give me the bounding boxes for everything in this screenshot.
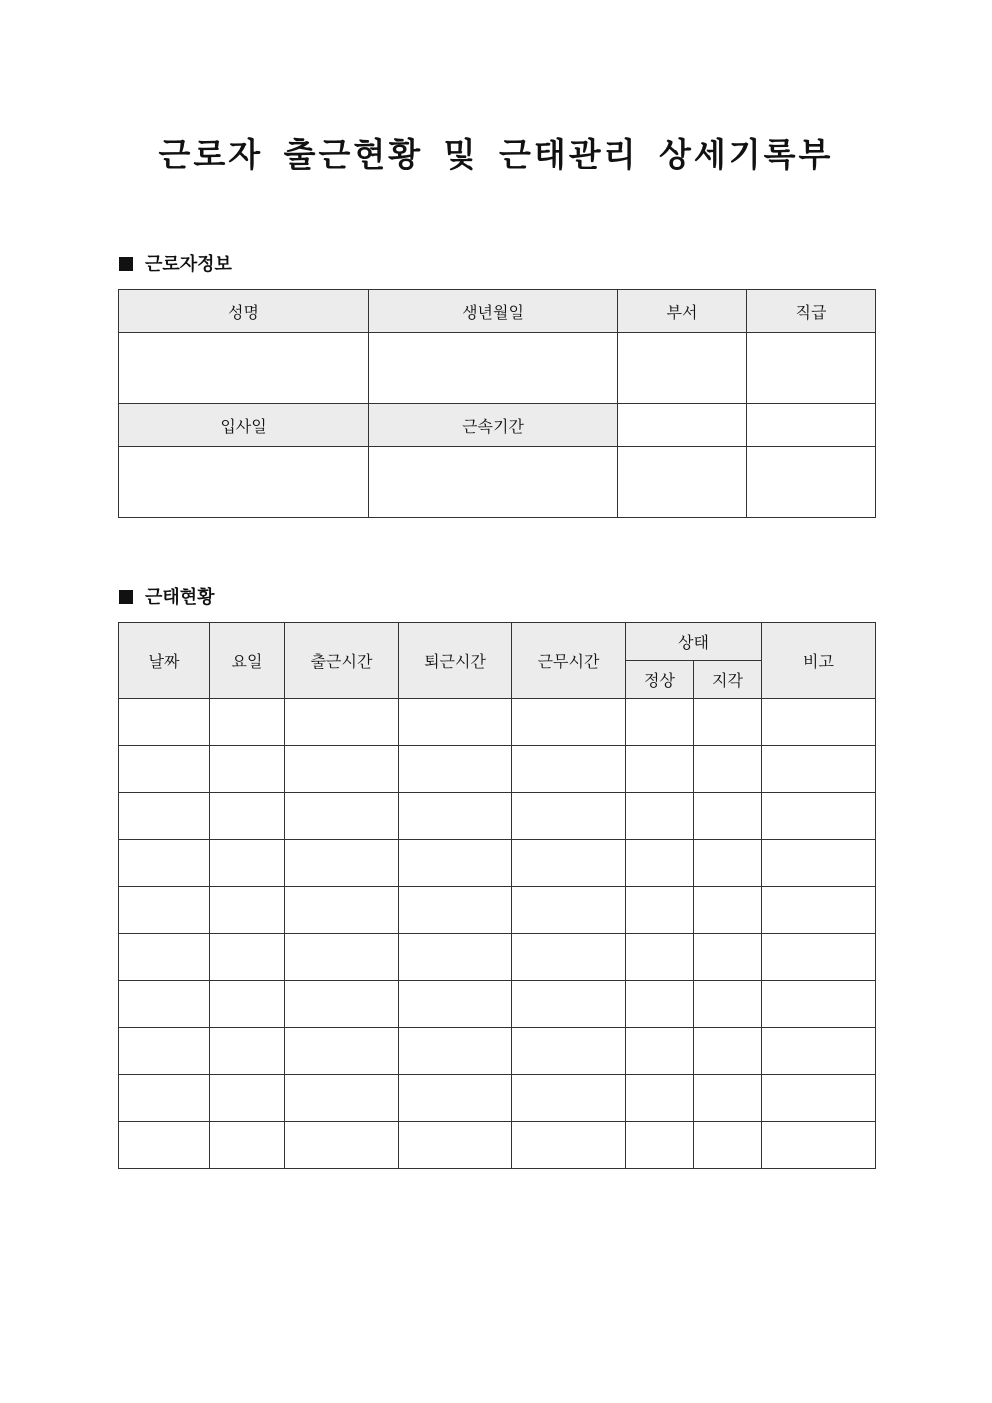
date-cell[interactable] bbox=[119, 793, 210, 840]
position-field[interactable] bbox=[747, 333, 876, 404]
table-row bbox=[119, 934, 876, 981]
blank-cell[interactable] bbox=[747, 404, 876, 447]
clock-out-cell[interactable] bbox=[399, 793, 512, 840]
clock-in-cell[interactable] bbox=[285, 1028, 399, 1075]
work-hours-cell[interactable] bbox=[512, 1028, 626, 1075]
remarks-cell[interactable] bbox=[762, 1075, 876, 1122]
work-hours-cell[interactable] bbox=[512, 746, 626, 793]
remarks-cell[interactable] bbox=[762, 793, 876, 840]
attendance-header-row bbox=[119, 623, 876, 661]
weekday-cell[interactable] bbox=[210, 887, 285, 934]
status-late-header: 지각 bbox=[694, 661, 762, 699]
worker-value-row-2 bbox=[119, 447, 876, 518]
square-bullet-icon bbox=[119, 257, 133, 271]
hire-date-header: 입사일 bbox=[119, 404, 369, 447]
clock-out-cell[interactable] bbox=[399, 1028, 512, 1075]
attendance-heading-label: 근태현황 bbox=[145, 587, 215, 608]
weekday-cell[interactable] bbox=[210, 746, 285, 793]
blank-cell[interactable] bbox=[618, 404, 747, 447]
weekday-cell[interactable] bbox=[210, 934, 285, 981]
status-late-cell[interactable] bbox=[694, 746, 762, 793]
status-header: 상태 bbox=[626, 623, 762, 661]
remarks-cell[interactable] bbox=[762, 887, 876, 934]
status-normal-cell[interactable] bbox=[626, 746, 694, 793]
attendance-body bbox=[119, 699, 876, 1169]
clock-out-cell[interactable] bbox=[399, 981, 512, 1028]
worker-header-row-2 bbox=[119, 404, 876, 447]
remarks-cell[interactable] bbox=[762, 981, 876, 1028]
tenure-field[interactable] bbox=[369, 447, 618, 518]
clock-in-cell[interactable] bbox=[285, 746, 399, 793]
work-hours-header: 근무시간 bbox=[512, 623, 626, 699]
status-late-cell[interactable] bbox=[694, 1075, 762, 1122]
blank-cell[interactable] bbox=[618, 447, 747, 518]
status-late-cell[interactable] bbox=[694, 934, 762, 981]
date-cell[interactable] bbox=[119, 1075, 210, 1122]
table-row bbox=[119, 699, 876, 746]
remarks-cell[interactable] bbox=[762, 840, 876, 887]
table-row bbox=[119, 840, 876, 887]
worker-value-row bbox=[119, 333, 876, 404]
status-normal-cell[interactable] bbox=[626, 699, 694, 746]
date-cell[interactable] bbox=[119, 1122, 210, 1169]
table-row bbox=[119, 1028, 876, 1075]
status-late-cell[interactable] bbox=[694, 1122, 762, 1169]
table-row bbox=[119, 1122, 876, 1169]
work-hours-cell[interactable] bbox=[512, 840, 626, 887]
department-field[interactable] bbox=[618, 333, 747, 404]
clock-in-cell[interactable] bbox=[285, 1075, 399, 1122]
date-cell[interactable] bbox=[119, 699, 210, 746]
weekday-cell[interactable] bbox=[210, 981, 285, 1028]
work-hours-cell[interactable] bbox=[512, 887, 626, 934]
weekday-cell[interactable] bbox=[210, 1028, 285, 1075]
status-normal-cell[interactable] bbox=[626, 793, 694, 840]
clock-in-cell[interactable] bbox=[285, 981, 399, 1028]
work-hours-cell[interactable] bbox=[512, 934, 626, 981]
status-late-cell[interactable] bbox=[694, 793, 762, 840]
clock-out-cell[interactable] bbox=[399, 746, 512, 793]
clock-in-header: 출근시간 bbox=[285, 623, 399, 699]
hire-date-field[interactable] bbox=[119, 447, 369, 518]
work-hours-cell[interactable] bbox=[512, 1122, 626, 1169]
birthdate-field[interactable] bbox=[369, 333, 618, 404]
table-row bbox=[119, 981, 876, 1028]
weekday-header: 요일 bbox=[210, 623, 285, 699]
status-normal-cell[interactable] bbox=[626, 840, 694, 887]
clock-out-cell[interactable] bbox=[399, 1122, 512, 1169]
worker-header-row bbox=[119, 290, 876, 333]
remarks-cell[interactable] bbox=[762, 1122, 876, 1169]
table-row bbox=[119, 793, 876, 840]
remarks-cell[interactable] bbox=[762, 699, 876, 746]
department-header: 부서 bbox=[618, 290, 747, 333]
status-normal-cell[interactable] bbox=[626, 1028, 694, 1075]
work-hours-cell[interactable] bbox=[512, 699, 626, 746]
clock-in-cell[interactable] bbox=[285, 840, 399, 887]
status-late-cell[interactable] bbox=[694, 840, 762, 887]
remarks-cell[interactable] bbox=[762, 746, 876, 793]
status-normal-cell[interactable] bbox=[626, 934, 694, 981]
clock-out-cell[interactable] bbox=[399, 934, 512, 981]
status-normal-cell[interactable] bbox=[626, 981, 694, 1028]
date-header: 날짜 bbox=[119, 623, 210, 699]
status-late-cell[interactable] bbox=[694, 887, 762, 934]
remarks-cell[interactable] bbox=[762, 934, 876, 981]
table-row bbox=[119, 1075, 876, 1122]
date-cell[interactable] bbox=[119, 981, 210, 1028]
worker-info-heading-label: 근로자정보 bbox=[145, 254, 232, 275]
weekday-cell[interactable] bbox=[210, 1075, 285, 1122]
date-cell[interactable] bbox=[119, 934, 210, 981]
table-row bbox=[119, 746, 876, 793]
weekday-cell[interactable] bbox=[210, 793, 285, 840]
status-late-cell[interactable] bbox=[694, 981, 762, 1028]
clock-in-cell[interactable] bbox=[285, 793, 399, 840]
status-late-cell[interactable] bbox=[694, 699, 762, 746]
clock-out-cell[interactable] bbox=[399, 699, 512, 746]
work-hours-cell[interactable] bbox=[512, 981, 626, 1028]
remarks-cell[interactable] bbox=[762, 1028, 876, 1075]
worker-info-heading bbox=[119, 252, 232, 278]
page-title: 근로자 출근현황 및 근태관리 상세기록부 bbox=[158, 135, 834, 174]
name-field[interactable] bbox=[119, 333, 369, 404]
attendance-table bbox=[118, 622, 876, 1169]
status-normal-header: 정상 bbox=[626, 661, 694, 699]
clock-out-header: 퇴근시간 bbox=[399, 623, 512, 699]
clock-out-cell[interactable] bbox=[399, 1075, 512, 1122]
name-header: 성명 bbox=[119, 290, 369, 333]
table-row bbox=[119, 887, 876, 934]
date-cell[interactable] bbox=[119, 1028, 210, 1075]
worker-info-table bbox=[118, 289, 876, 518]
position-header: 직급 bbox=[747, 290, 876, 333]
work-hours-cell[interactable] bbox=[512, 793, 626, 840]
date-cell[interactable] bbox=[119, 746, 210, 793]
status-normal-cell[interactable] bbox=[626, 1075, 694, 1122]
clock-out-cell[interactable] bbox=[399, 840, 512, 887]
date-cell[interactable] bbox=[119, 840, 210, 887]
status-normal-cell[interactable] bbox=[626, 887, 694, 934]
blank-cell[interactable] bbox=[747, 447, 876, 518]
remarks-header: 비고 bbox=[762, 623, 876, 699]
status-normal-cell[interactable] bbox=[626, 1122, 694, 1169]
work-hours-cell[interactable] bbox=[512, 1075, 626, 1122]
weekday-cell[interactable] bbox=[210, 699, 285, 746]
birthdate-header: 생년월일 bbox=[369, 290, 618, 333]
clock-in-cell[interactable] bbox=[285, 934, 399, 981]
status-late-cell[interactable] bbox=[694, 1028, 762, 1075]
attendance-heading bbox=[119, 585, 215, 611]
clock-out-cell[interactable] bbox=[399, 887, 512, 934]
clock-in-cell[interactable] bbox=[285, 887, 399, 934]
square-bullet-icon bbox=[119, 590, 133, 604]
clock-in-cell[interactable] bbox=[285, 699, 399, 746]
weekday-cell[interactable] bbox=[210, 1122, 285, 1169]
date-cell[interactable] bbox=[119, 887, 210, 934]
tenure-header: 근속기간 bbox=[369, 404, 618, 447]
weekday-cell[interactable] bbox=[210, 840, 285, 887]
clock-in-cell[interactable] bbox=[285, 1122, 399, 1169]
